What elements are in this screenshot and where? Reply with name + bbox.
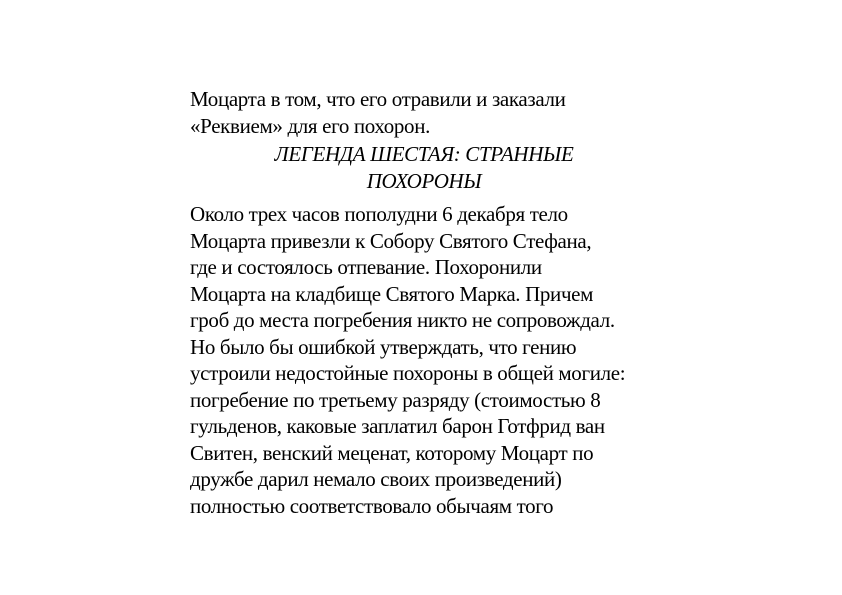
text-line: гроб до места погребения никто не сопровождал. (190, 308, 615, 332)
intro-paragraph (190, 86, 670, 139)
body-paragraph (190, 201, 670, 519)
text-line: погребение по третьему разряду (стоимостью 8 (190, 387, 601, 412)
text-line: где и состоялось отпевание. Похоронили (190, 255, 542, 279)
heading-line: ЛЕГЕНДА ШЕСТАЯ: СТРАННЫЕ (274, 142, 574, 166)
text-line: дружбе дарил немало своих произведений) (190, 467, 562, 491)
text-line: гульденов, каковые заплатил барон Готфрид ван (190, 414, 605, 438)
text-line: Около трех часов пополудни 6 декабря тело (190, 202, 568, 226)
heading-line: ПОХОРОНЫ (366, 168, 482, 193)
spacer (190, 194, 670, 201)
section-heading (190, 141, 658, 194)
text-line: Моцарта на кладбище Святого Марка. Причем (190, 281, 594, 306)
text-line: Свитен, венский меценат, которому Моцарт по (190, 440, 594, 465)
text-block (190, 86, 670, 519)
text-line: «Реквием» для его похорон. (190, 113, 430, 138)
text-line: Моцарта привезли к Собору Святого Стефана, (190, 228, 592, 253)
text-line: Моцарта в том, что его отравили и заказали (190, 87, 566, 111)
text-line: полностью соответствовало обычаям того (190, 493, 554, 518)
text-line: Но было бы ошибкой утверждать, что гению (190, 334, 577, 359)
text-line: устроили недостойные похороны в общей могиле: (190, 361, 626, 385)
